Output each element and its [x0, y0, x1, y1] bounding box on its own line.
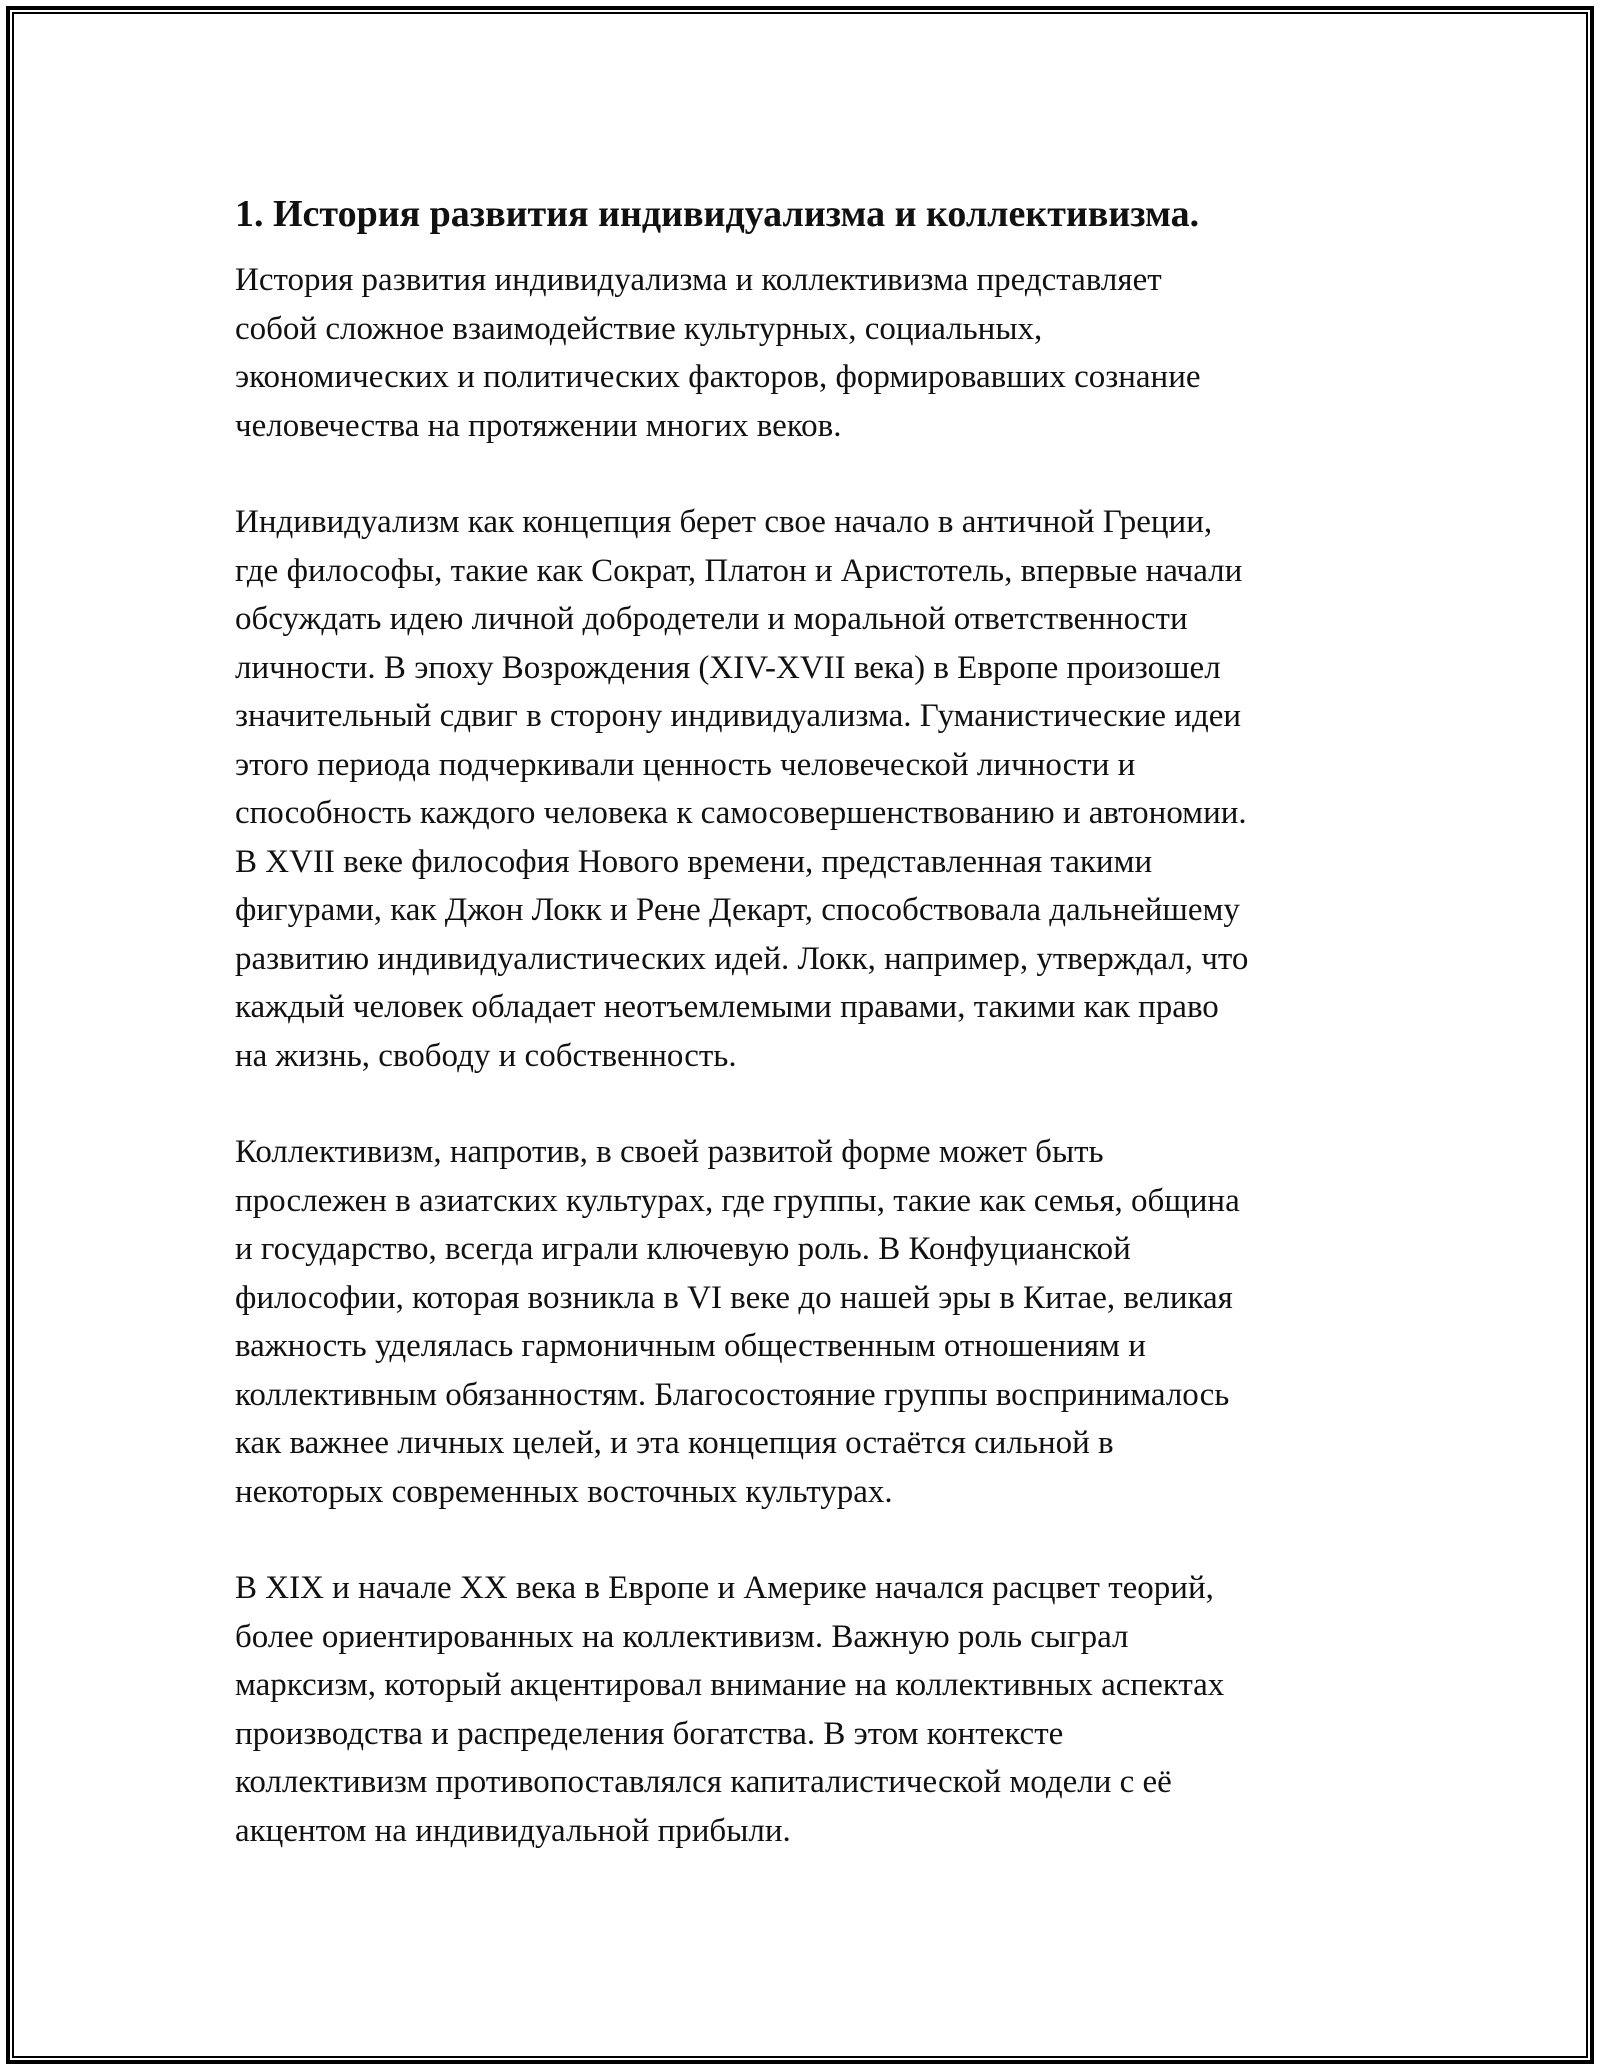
- paragraph-line: В XIX и начале XX века в Европе и Америке начался расцвет теорий,: [235, 1570, 1214, 1606]
- paragraph-line: производства и распределения богатства. В этом контексте: [235, 1715, 1064, 1752]
- paragraph-line: коллективным обязанностям. Благосостояние группы воспринималось: [235, 1376, 1230, 1413]
- paragraph-line: человечества на протяжении многих веков.: [235, 407, 842, 444]
- paragraphs-container: [235, 256, 1375, 1855]
- paragraph-2: [235, 498, 1375, 1080]
- paragraph-line: Коллективизм, напротив, в своей развитой форме может быть: [235, 1134, 1104, 1170]
- document-body: [235, 188, 1375, 1903]
- paragraph-line: обсуждать идею личной добродетели и моральной ответственности: [235, 601, 1188, 637]
- paragraph-line: способность каждого человека к самосовершенствованию и автономии.: [235, 795, 1247, 831]
- paragraph-line: где философы, такие как Сократ, Платон и Аристотель, впервые начали: [235, 552, 1243, 589]
- paragraph-line: личности. В эпоху Возрождения (XIV-XVII века) в Европе произошел: [235, 649, 1221, 686]
- paragraph-line: В XVII веке философия Нового времени, представленная такими: [235, 843, 1153, 880]
- paragraph-line: на жизнь, свободу и собственность.: [235, 1037, 737, 1074]
- paragraph-line: и государство, всегда играли ключевую роль. В Конфуцианской: [235, 1231, 1131, 1267]
- paragraph-line: собой сложное взаимодействие культурных, социальных,: [235, 310, 1043, 347]
- section-heading: 1. История развития индивидуализма и коллективизма.: [235, 193, 1200, 235]
- paragraph-line: фигурами, как Джон Локк и Рене Декарт, способствовала дальнейшему: [235, 892, 1240, 928]
- paragraph-line: История развития индивидуализма и коллективизма представляет: [235, 262, 1162, 298]
- paragraph-line: развитию индивидуалистических идей. Локк, например, утверждал, что: [235, 940, 1249, 977]
- paragraph-line: акцентом на индивидуальной прибыли.: [235, 1812, 791, 1849]
- paragraph-line: Индивидуализм как концепция берет свое начало в античной Греции,: [235, 504, 1213, 540]
- paragraph-line: прослежен в азиатских культурах, где группы, такие как семья, община: [235, 1182, 1240, 1219]
- paragraph-line: более ориентированных на коллективизм. Важную роль сыграл: [235, 1618, 1129, 1655]
- paragraph-line: марксизм, который акцентировал внимание на коллективных аспектах: [235, 1667, 1225, 1703]
- paragraph-line: значительный сдвиг в сторону индивидуализма. Гуманистические идеи: [235, 698, 1242, 734]
- paragraph-line: этого периода подчеркивали ценность человеческой личности и: [235, 746, 1136, 783]
- paragraph-line: некоторых современных восточных культурах.: [235, 1473, 893, 1510]
- paragraph-line: коллективизм противопоставлялся капиталистической модели с её: [235, 1764, 1172, 1800]
- paragraph-line: важность уделялась гармоничным общественным отношениям и: [235, 1328, 1146, 1364]
- paragraph-line: каждый человек обладает неотъемлемыми правами, такими как право: [235, 989, 1219, 1025]
- paragraph-4: [235, 1564, 1375, 1855]
- paragraph-3: [235, 1128, 1375, 1516]
- paragraph-line: как важнее личных целей, и эта концепция остаётся сильной в: [235, 1425, 1114, 1461]
- paragraph-line: экономических и политических факторов, формировавших сознание: [235, 359, 1201, 395]
- paragraph-1: [235, 256, 1375, 450]
- paragraph-line: философии, которая возникла в VI веке до нашей эры в Китае, великая: [235, 1279, 1233, 1316]
